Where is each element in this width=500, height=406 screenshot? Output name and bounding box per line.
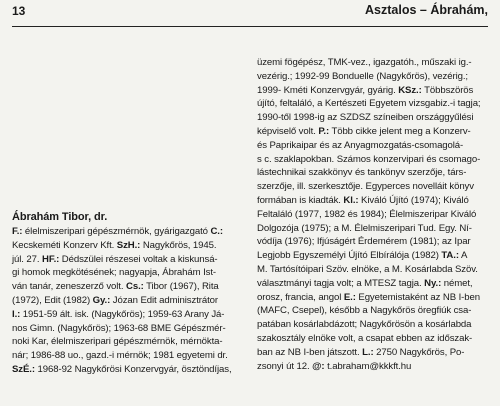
entry-name: Ábrahám Tibor, dr. (12, 211, 108, 223)
right-line: vódíja (1976); Ifjúságért Érdemérem (1981); az Ipar (257, 236, 471, 248)
right-line: lástechnikai szakkönyv és tankönyv szerzője, társ- (257, 167, 467, 179)
left-line: ván tanár, zeneszerző volt. Cs.: Tibor (1967), Rita (12, 281, 219, 293)
left-line: noki Kar, élelmiszeripari gépészmérnök, mérnökta- (12, 336, 223, 348)
right-line: szakosztály elnöke volt, a csapat ebben az időszak- (257, 332, 473, 344)
right-line: Feltaláló (1977, 1982 és 1984); Élelmiszeripar Kiváló (257, 208, 477, 220)
right-line: 1999- Kméti Konzervgyár, gyárig. KSz.: Többszörös (257, 84, 474, 96)
right-line: vezérig.; 1992-99 Bonduelle (Nagykőrös), vezérig.; (257, 70, 468, 82)
right-line: szerzője, ill. szerkesztője. Egyperces novelláit könyv (257, 181, 474, 193)
left-line: Kecskeméti Konzerv Kft. SzH.: Nagykőrös, 1945. (12, 239, 217, 251)
page-number: 13 (12, 4, 26, 18)
entry-right-column (257, 56, 487, 373)
left-line: SzÉ.: 1968-92 Nagykőrösi Konzervgyár, ösztöndíjas, (12, 363, 232, 375)
right-line: orosz, francia, angol E.: Egyetemistaként az NB I-ben (257, 291, 480, 303)
right-line: formában is kiadták. Kl.: Kiváló Újító (1974); Kiváló (257, 194, 469, 206)
right-line: (MAFC, Csepel), később a Nagykőrös öregfiúk csa- (257, 305, 472, 317)
left-line: nár; 1986-88 uo., gazd.-i mérnök; 1981 egyetemi dr. (12, 350, 228, 362)
left-line: (1972), Edit (1982) Gy.: Józan Edit adminisztrátor (12, 294, 218, 306)
right-line: zsonyi út 12. @: t.abraham@kkkft.hu (257, 360, 412, 372)
entry-left-text (12, 225, 248, 377)
left-line: gi homok megkötésének; nagyapja, Ábrahám Ist- (12, 267, 217, 279)
left-line: F.: élelmiszeripari gépészmérnök, gyárigazgató C.: (12, 226, 223, 237)
entry-right-text (257, 56, 487, 373)
left-line: I.: 1951-59 ált. isk. (Nagykőrös); 1959-63 Arany Já- (12, 308, 225, 320)
right-line: s c. szaklapokban. Számos konzervipari és csomago- (257, 153, 481, 165)
right-line: Dolgozója (1975); a M. Élelmiszeripari Tud. Egy. Ní- (257, 222, 472, 234)
left-line: júl. 27. HF.: Dédszülei részesei voltak a kiskunsá- (12, 253, 218, 265)
right-line: patában kosárlabdázott; Nagykőrösön a kosárlabda (257, 319, 472, 331)
right-line: M. Tartósítóipari Szöv. elnöke, a M. Kosárlabda Szöv. (257, 263, 478, 275)
right-line: 1990-től 1998-ig az SZDSZ színeiben országgyűlési (257, 112, 474, 124)
left-line: nos Gimn. (Nagykőrös); 1963-68 BME Gépészmér- (12, 322, 226, 334)
entry-left-column (12, 210, 248, 377)
right-line: üzemi fögépész, TMK-vez., igazgatóh., műszaki ig.- (257, 57, 472, 68)
right-line: képviselő volt. P.: Több cikke jelent meg a Konzerv- (257, 125, 471, 137)
right-line: ban az NB I-ben játszott. L.: 2750 Nagykőrös, Po- (257, 346, 465, 358)
right-line: újító, feltaláló, a Kertészeti Egyetem vizsgabiz.-i tagja; (257, 98, 481, 110)
header-rule (12, 26, 488, 27)
right-line: választmányi tagja volt; a MTESZ tagja. Ny.: német, (257, 277, 473, 289)
right-line: és Paprikaipar és az Anyagmozgatás-csomagolá- (257, 139, 464, 151)
running-head: Asztalos – Ábrahám, (365, 3, 488, 17)
right-line: Legjobb Egyszemélyi Újító Elbírálója (1982) TA.: A (257, 250, 468, 262)
